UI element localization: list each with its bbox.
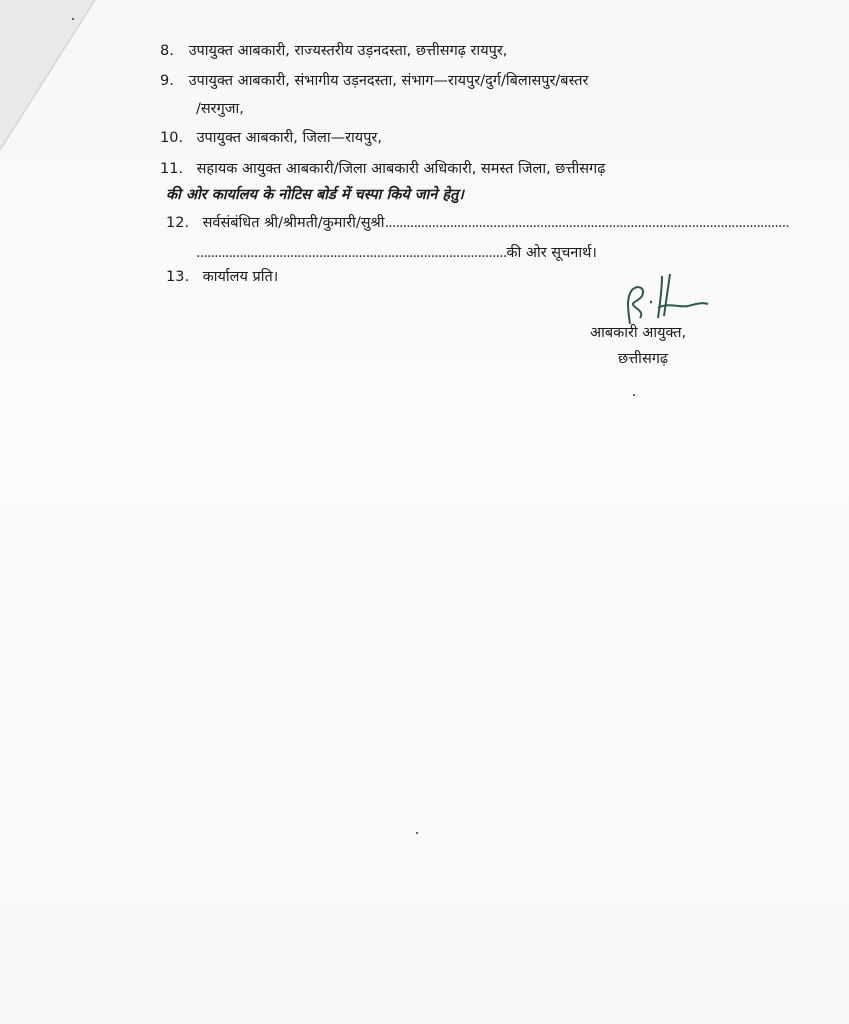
handwritten-signature bbox=[616, 272, 716, 332]
list-item-9 bbox=[160, 72, 588, 90]
list-item-12-continued bbox=[196, 244, 597, 262]
fill-in-dots: ...................................................................................... bbox=[196, 245, 507, 261]
item-text: उपायुक्त आबकारी, संभागीय उड़नदस्ता, संभाग—रायपुर/दुर्ग/बिलासपुर/बस्तर bbox=[188, 73, 589, 89]
item-text: सहायक आयुक्त आबकारी/जिला आबकारी अधिकारी, समस्त जिला, छत्तीसगढ़ bbox=[196, 161, 606, 177]
list-item-9-continued bbox=[196, 100, 244, 118]
item-text: उपायुक्त आबकारी, जिला—रायपुर, bbox=[196, 130, 382, 146]
item-number: 8. bbox=[160, 43, 174, 59]
item-text: उपायुक्त आबकारी, राज्यस्तरीय उड़नदस्ता, छत्तीसगढ़ रायपुर, bbox=[188, 43, 508, 59]
item-number: 13. bbox=[166, 269, 190, 285]
item-text: /सरगुजा, bbox=[196, 101, 244, 117]
item-number: 9. bbox=[160, 73, 174, 89]
signatory-designation: आबकारी आयुक्त, bbox=[590, 325, 687, 341]
list-item-10 bbox=[160, 129, 382, 147]
list-item-12 bbox=[166, 214, 789, 232]
item-number: 11. bbox=[160, 161, 184, 177]
item-number: 12. bbox=[166, 215, 190, 231]
scan-speck bbox=[633, 394, 635, 396]
item-number: 10. bbox=[160, 130, 184, 146]
scan-speck bbox=[416, 832, 418, 834]
list-item-8 bbox=[160, 42, 507, 60]
item-text: की ओर सूचनार्थ। bbox=[506, 245, 597, 261]
notice-board-instruction: की ओर कार्यालय के नोटिस बोर्ड में चस्पा किये जाने हेतु। bbox=[166, 187, 464, 203]
signatory-state: छत्तीसगढ़ bbox=[618, 351, 669, 367]
scan-speck bbox=[72, 18, 74, 20]
item-text: कार्यालय प्रति। bbox=[202, 269, 279, 285]
fill-in-dots: ................................................................................................................ bbox=[384, 215, 789, 231]
item-text: सर्वसंबंधित श्री/श्रीमती/कुमारी/सुश्री bbox=[202, 215, 385, 231]
list-item-11 bbox=[160, 160, 605, 178]
list-item-13 bbox=[166, 268, 278, 286]
